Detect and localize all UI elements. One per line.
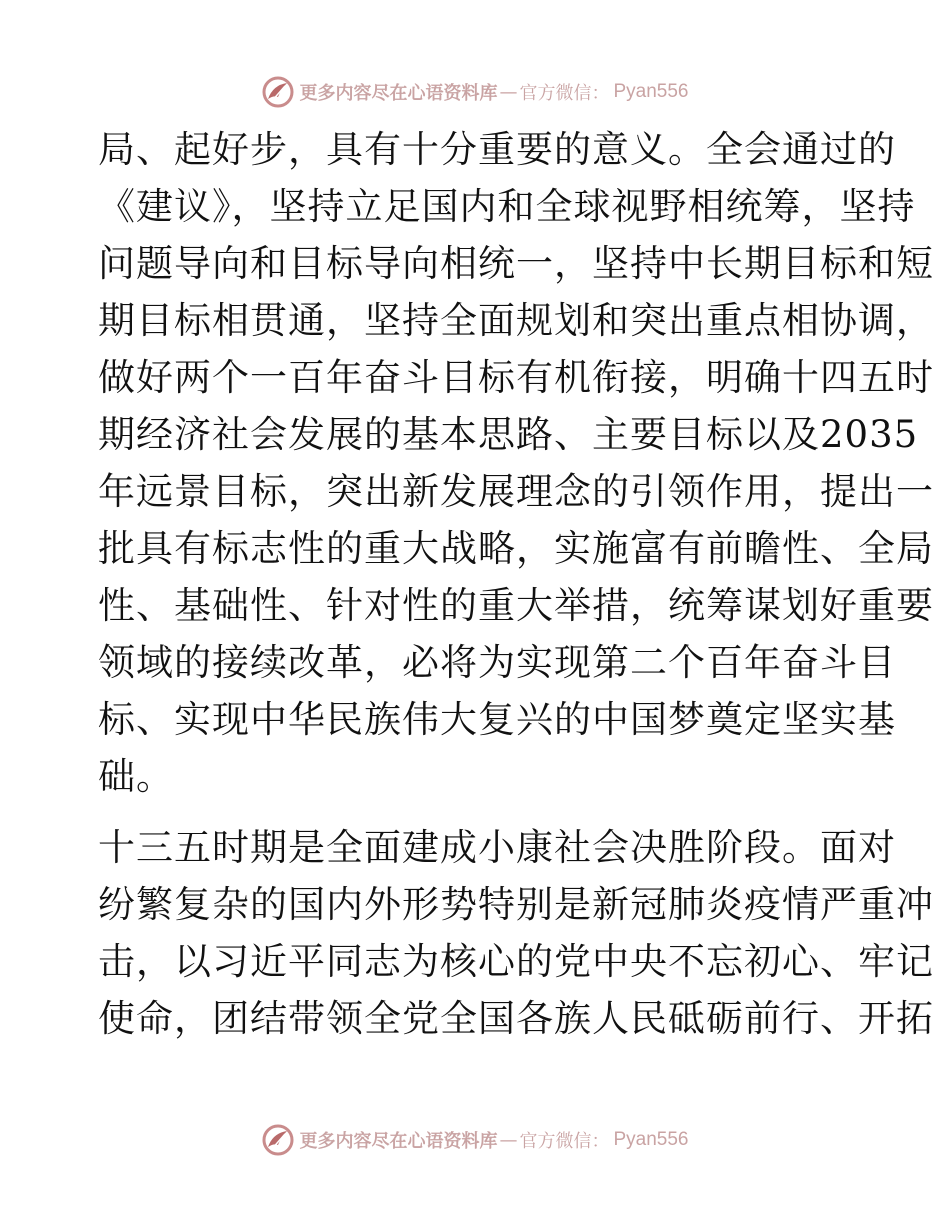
text-line: 做好两个一百年奋斗目标有机衔接，明确十四五时 <box>98 356 934 399</box>
text-line: 础。 <box>98 755 174 798</box>
text-line: 年远景目标，突出新发展理念的引领作用，提出一 <box>98 470 934 513</box>
text-line: 十三五时期是全面建成小康社会决胜阶段。面对 <box>98 826 896 869</box>
text-line: 性、基础性、针对性的重大举措，统筹谋划好重要 <box>98 584 934 627</box>
header-banner <box>0 72 950 112</box>
text-line: 期目标相贯通，坚持全面规划和突出重点相协调， <box>98 299 934 342</box>
text-line: 批具有标志性的重大战略，实施富有前瞻性、全局 <box>98 527 934 570</box>
text-line: 期经济社会发展的基本思路、主要目标以及2035 <box>98 413 919 456</box>
banner-wechat-id: Pyan556 <box>613 1129 689 1150</box>
footer-banner <box>0 1120 950 1160</box>
text-line: 《建议》，坚持立足国内和全球视野相统筹，坚持 <box>98 185 916 228</box>
banner-text: 更多内容尽在心语资料库 <box>299 83 498 104</box>
text-line: 领域的接续改革，必将为实现第二个百年奋斗目 <box>98 641 896 684</box>
logo-icon <box>261 1123 295 1157</box>
banner-official-label: 官方微信： <box>519 83 610 104</box>
banner-dash: — <box>499 1129 518 1151</box>
text-line: 局、起好步，具有十分重要的意义。全会通过的 <box>98 128 896 171</box>
banner-wechat-id: Pyan556 <box>613 81 689 102</box>
logo-icon <box>261 75 295 109</box>
banner-text: 更多内容尽在心语资料库 <box>299 1131 498 1152</box>
text-line: 使命，团结带领全党全国各族人民砥砺前行、开拓 <box>98 997 934 1040</box>
text-line: 标、实现中华民族伟大复兴的中国梦奠定坚实基 <box>98 698 896 741</box>
text-line: 击，以习近平同志为核心的党中央不忘初心、牢记 <box>98 940 934 983</box>
banner-dash: — <box>499 81 518 103</box>
text-line: 问题导向和目标导向相统一，坚持中长期目标和短 <box>98 242 934 285</box>
text-line: 纷繁复杂的国内外形势特别是新冠肺炎疫情严重冲 <box>98 883 934 926</box>
banner-official-label: 官方微信： <box>519 1131 610 1152</box>
